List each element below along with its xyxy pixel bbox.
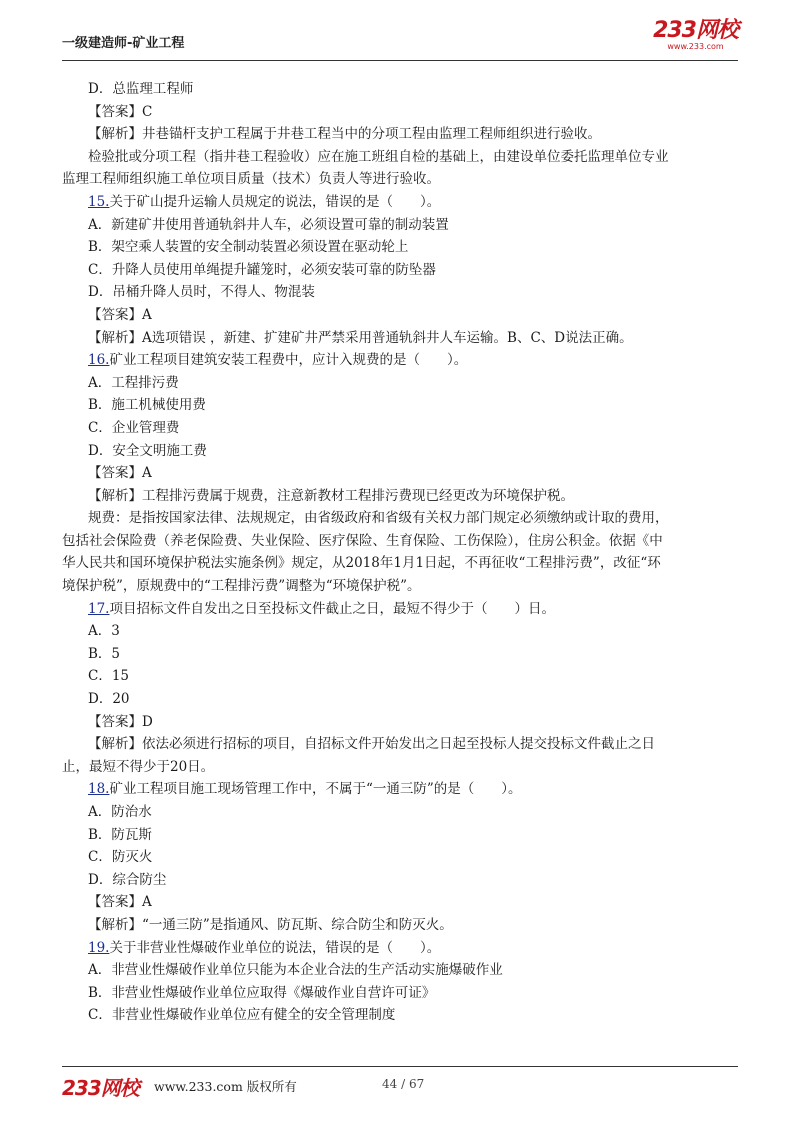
text-line [88,485,738,508]
line-text: 【解析】工程排污费属于规费，注意新教材工程排污费现已经更改为环境保护税。 [88,487,574,504]
line-text: D．安全文明施工费 [88,442,207,459]
text-line [88,711,738,734]
text-line [62,530,738,553]
footer-divider [62,1066,738,1067]
text-line [88,620,738,643]
line-text: 检验批或分项工程（指井巷工程验收）应在施工班组自检的基础上，由建设单位委托监理单位专业 [88,148,669,165]
line-text: C．防灭火 [88,849,153,866]
line-text: D．20 [88,691,130,708]
text-line [88,327,738,350]
question-line [88,598,738,621]
footer-copyright: www.233.com 版权所有 [154,1079,297,1094]
text-line [88,688,738,711]
line-text: 【答案】A [88,894,152,911]
line-text: 关于矿山提升运输人员规定的说法，错误的是（ ）。 [109,193,441,210]
line-text: A．3 [88,623,120,640]
text-line [62,168,738,191]
line-text: C．15 [88,668,130,685]
line-text: 矿业工程项目建筑安装工程费中，应计入规费的是（ ）。 [109,352,468,369]
line-text: 【解析】“一通三防”是指通风、防瓦斯、综合防尘和防灭火。 [88,916,453,933]
page-number: 44 / 67 [382,1077,425,1091]
text-line [88,1004,738,1027]
logo-text: 233网校 [653,18,738,43]
text-line [88,123,738,146]
text-line [88,146,738,169]
line-text: 关于非营业性爆破作业单位的说法，错误的是（ ）。 [109,939,441,956]
question-number: 17. [88,600,110,617]
question-number: 19. [88,939,110,956]
text-line [88,78,738,101]
text-line [88,372,738,395]
line-text: D．综合防尘 [88,871,167,888]
line-text: C．非营业性爆破作业单位应有健全的安全管理制度 [88,1007,396,1024]
question-line [88,349,738,372]
text-line [88,869,738,892]
line-text: 包括社会保险费（养老保险费、失业保险、医疗保险、生育保险、工伤保险），住房公积金。依据《中 [62,532,663,549]
line-text: 矿业工程项目施工现场管理工作中，不属于“一通三防”的是（ ）。 [109,781,522,798]
line-text: 监理工程师组织施工单位项目质量（技术）负责人等进行验收。 [62,171,440,188]
text-line [62,575,738,598]
text-line [88,462,738,485]
line-text: 【解析】依法必须进行招标的项目，自招标文件开始发出之日起至投标人提交投标文件截止之日 [88,736,655,753]
line-text: C．企业管理费 [88,419,180,436]
page-footer [62,1072,738,1098]
line-text: 止，最短不得少于20日。 [62,758,215,775]
text-line [88,440,738,463]
page-header [62,18,738,58]
line-text: A．非营业性爆破作业单位只能为本企业合法的生产活动实施爆破作业 [88,962,503,979]
document-body [62,78,738,1027]
line-text: D．总监理工程师 [88,81,194,97]
text-line [88,891,738,914]
line-text: 境保护税”，原规费中的“工程排污费”调整为“环境保护税”。 [62,578,421,595]
line-text: 【答案】A [88,306,152,323]
line-text: 【解析】井巷锚杆支护工程属于井巷工程当中的分项工程由监理工程师组织进行验收。 [88,126,601,143]
question-line [88,191,738,214]
question-number: 15. [88,193,110,210]
text-line [88,507,738,530]
line-text: 华人民共和国环境保护税法实施条例》规定，从2018年1月1日起，不再征收“工程排污费”，改征“环 [62,555,661,572]
text-line [88,394,738,417]
text-line [88,236,738,259]
line-text: 项目招标文件自发出之日至投标文件截止之日，最短不得少于（ ）日。 [109,600,555,617]
question-number: 16. [88,352,110,369]
question-line [88,778,738,801]
line-text: 【答案】D [88,713,153,730]
text-line [88,259,738,282]
text-line [62,756,738,779]
brand-logo [653,20,738,51]
text-line [88,643,738,666]
text-line [88,417,738,440]
text-line [88,801,738,824]
line-text: B．非营业性爆破作业单位应取得《爆破作业自营许可证》 [88,984,436,1001]
text-line [88,281,738,304]
document-title: 一级建造师-矿业工程 [62,36,185,51]
text-line [88,101,738,124]
line-text: 规费：是指按国家法律、法规规定，由省级政府和省级有关权力部门规定必须缴纳或计取的费用， [88,510,669,527]
text-line [88,304,738,327]
text-line [88,846,738,869]
line-text: B．施工机械使用费 [88,397,206,414]
text-line [88,214,738,237]
line-text: 【解析】A选项错误 ，新建、扩建矿井严禁采用普通轨斜井人车运输。B、C、D说法正确。 [88,329,633,346]
line-text: A．新建矿井使用普通轨斜井人车，必须设置可靠的制动装置 [88,216,449,233]
text-line [88,733,738,756]
line-text: 【答案】C [88,103,153,120]
line-text: B．5 [88,645,121,662]
text-line [62,552,738,575]
question-number: 18. [88,781,110,798]
text-line [88,665,738,688]
text-line [88,914,738,937]
line-text: A．防治水 [88,804,152,820]
line-text: B．防瓦斯 [88,826,152,843]
question-line [88,937,738,960]
text-line [88,959,738,982]
logo-url: www.233.com [667,42,724,51]
line-text: 【答案】A [88,465,152,482]
text-line [88,824,738,847]
footer-logo: 233网校 [62,1076,139,1100]
line-text: D．吊桶升降人员时，不得人、物混装 [88,284,315,301]
header-divider [62,60,738,61]
line-text: B．架空乘人装置的安全制动装置必须设置在驱动轮上 [88,239,409,256]
line-text: A．工程排污费 [88,374,179,391]
line-text: C．升降人员使用单绳提升罐笼时，必须安装可靠的防坠器 [88,261,436,278]
text-line [88,982,738,1005]
